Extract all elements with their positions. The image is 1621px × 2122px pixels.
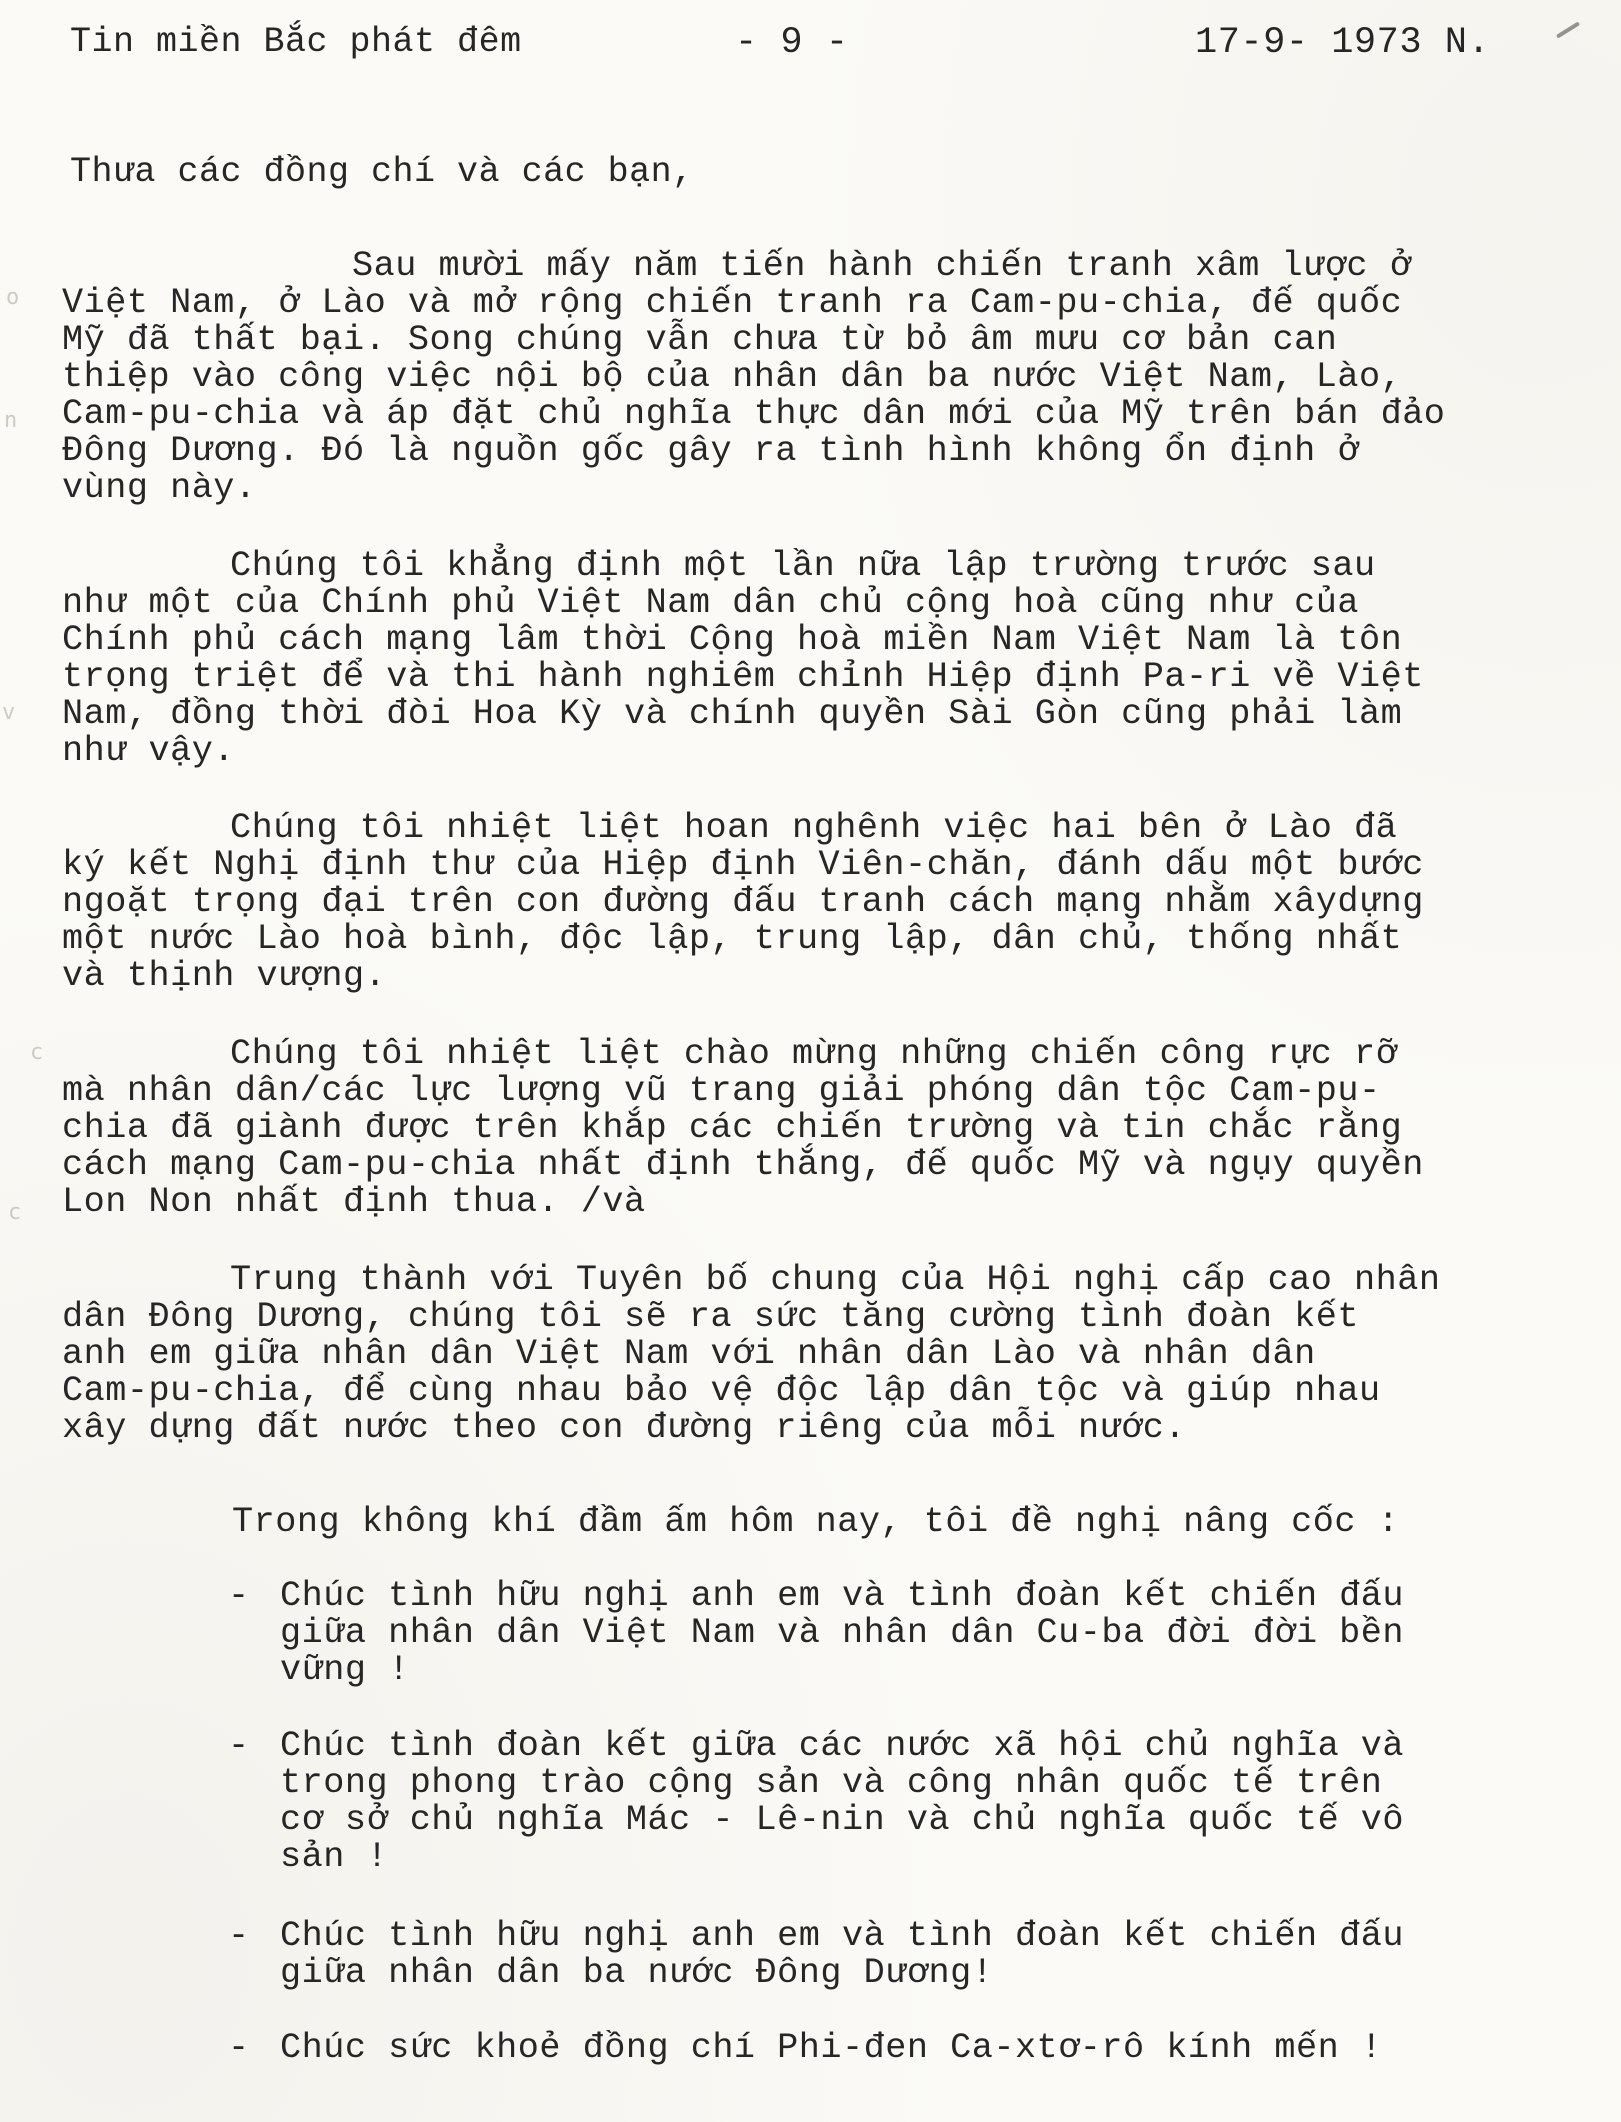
paragraph — [62, 1036, 1562, 1221]
bullet-dash: - — [228, 2028, 250, 2068]
toast-line: giữa nhân dân Việt Nam và nhân dân Cu-ba đời đời bền — [280, 1613, 1405, 1653]
margin-mark: c — [8, 1200, 22, 1225]
toast-line: sản ! — [280, 1837, 389, 1877]
header-left: Tin miền Bắc phát đêm — [70, 22, 522, 62]
toast-line: vững ! — [280, 1650, 410, 1690]
paragraph-line: như một của Chính phủ Việt Nam dân chủ cộng hoà cũng như của — [62, 583, 1359, 623]
salutation: Thưa các đồng chí và các bạn, — [70, 152, 694, 192]
margin-mark: v — [2, 700, 16, 725]
bullet-dash: - — [228, 1916, 250, 1956]
header-date: 17-9- 1973 N. — [1195, 22, 1491, 64]
toast-line: trong phong trào cộng sản và công nhân quốc tế trên — [280, 1763, 1383, 1803]
bullet-dash: - — [228, 1726, 250, 1766]
paragraph-line: Chúng tôi nhiệt liệt chào mừng những chiến công rực rỡ — [230, 1034, 1398, 1074]
toast-line: giữa nhân dân ba nước Đông Dương! — [280, 1953, 994, 1993]
paragraph — [62, 248, 1562, 507]
paragraph — [62, 810, 1562, 995]
paragraph-line: ký kết Nghị định thư của Hiệp định Viên-chăn, đánh dấu một bước — [62, 845, 1424, 885]
toast-line: Chúc sức khoẻ đồng chí Phi-đen Ca-xtơ-rô kính mến ! — [280, 2028, 1383, 2068]
margin-mark: n — [4, 408, 18, 433]
paragraph-line: cách mạng Cam-pu-chia nhất định thắng, đế quốc Mỹ và ngụy quyền — [62, 1145, 1424, 1185]
paragraph-line: Chính phủ cách mạng lâm thời Cộng hoà miền Nam Việt Nam là tôn — [62, 620, 1403, 660]
paragraph-line: Sau mười mấy năm tiến hành chiến tranh xâm lược ở — [352, 246, 1412, 286]
paragraph-line: vùng này. — [62, 468, 257, 508]
paragraph-line: Nam, đồng thời đòi Hoa Kỳ và chính quyền Sài Gòn cũng phải làm — [62, 694, 1403, 734]
paragraph-line: chia đã giành được trên khắp các chiến trường và tin chắc rằng — [62, 1108, 1403, 1148]
paragraph-line: anh em giữa nhân dân Việt Nam với nhân dân Lào và nhân dân — [62, 1334, 1316, 1374]
pen-mark — [1556, 21, 1580, 38]
paragraph-line: thiệp vào công việc nội bộ của nhân dân ba nước Việt Nam, Lào, — [62, 357, 1403, 397]
paragraph — [62, 548, 1562, 770]
paragraph-line: mà nhân dân/các lực lượng vũ trang giải phóng dân tộc Cam-pu- — [62, 1071, 1381, 1111]
paragraph-line: và thịnh vượng. — [62, 956, 387, 996]
paragraph-line: Việt Nam, ở Lào và mở rộng chiến tranh ra Cam-pu-chia, đế quốc — [62, 283, 1403, 323]
paragraph-line: một nước Lào hoà bình, độc lập, trung lập, dân chủ, thống nhất — [62, 919, 1403, 959]
margin-mark: o — [6, 285, 20, 310]
paragraph-line: như vậy. — [62, 731, 235, 771]
paragraph-line: Trung thành với Tuyên bố chung của Hội nghị cấp cao nhân — [230, 1260, 1441, 1300]
paragraph-line: xây dựng đất nước theo con đường riêng của mỗi nước. — [62, 1408, 1187, 1448]
paragraph-line: Mỹ đã thất bại. Song chúng vẫn chưa từ bỏ âm mưu cơ bản can — [62, 320, 1338, 360]
paragraph-line: Cam-pu-chia, để cùng nhau bảo vệ độc lập dân tộc và giúp nhau — [62, 1371, 1381, 1411]
paragraph — [62, 1262, 1562, 1447]
toast-line: Chúc tình hữu nghị anh em và tình đoàn kết chiến đấu — [280, 1916, 1405, 1956]
paragraph-line: ngoặt trọng đại trên con đường đấu tranh cách mạng nhằm xâydựng — [62, 882, 1424, 922]
page-number: - 9 - — [735, 22, 849, 64]
paragraph-line: trọng triệt để và thi hành nghiêm chỉnh Hiệp định Pa-ri về Việt — [62, 657, 1424, 697]
paragraph-line: Chúng tôi khẳng định một lần nữa lập trường trước sau — [230, 546, 1376, 586]
toast-line: Chúc tình đoàn kết giữa các nước xã hội chủ nghĩa và — [280, 1726, 1405, 1766]
toast-line: Chúc tình hữu nghị anh em và tình đoàn kết chiến đấu — [280, 1576, 1405, 1616]
margin-mark: c — [30, 1040, 44, 1065]
bullet-dash: - — [228, 1576, 250, 1616]
paragraph-line: dân Đông Dương, chúng tôi sẽ ra sức tăng cường tình đoàn kết — [62, 1297, 1359, 1337]
toast-intro: Trong không khí đầm ấm hôm nay, tôi đề nghị nâng cốc : — [232, 1502, 1400, 1542]
paragraph-line: Cam-pu-chia và áp đặt chủ nghĩa thực dân mới của Mỹ trên bán đảo — [62, 394, 1446, 434]
paragraph-line: Đông Dương. Đó là nguồn gốc gây ra tình hình không ổn định ở — [62, 431, 1359, 471]
paragraph-line: Lon Non nhất định thua. /và — [62, 1182, 646, 1222]
paragraph-line: Chúng tôi nhiệt liệt hoan nghênh việc hai bên ở Lào đã — [230, 808, 1398, 848]
toast-line: cơ sở chủ nghĩa Mác - Lê-nin và chủ nghĩa quốc tế vô — [280, 1800, 1405, 1840]
